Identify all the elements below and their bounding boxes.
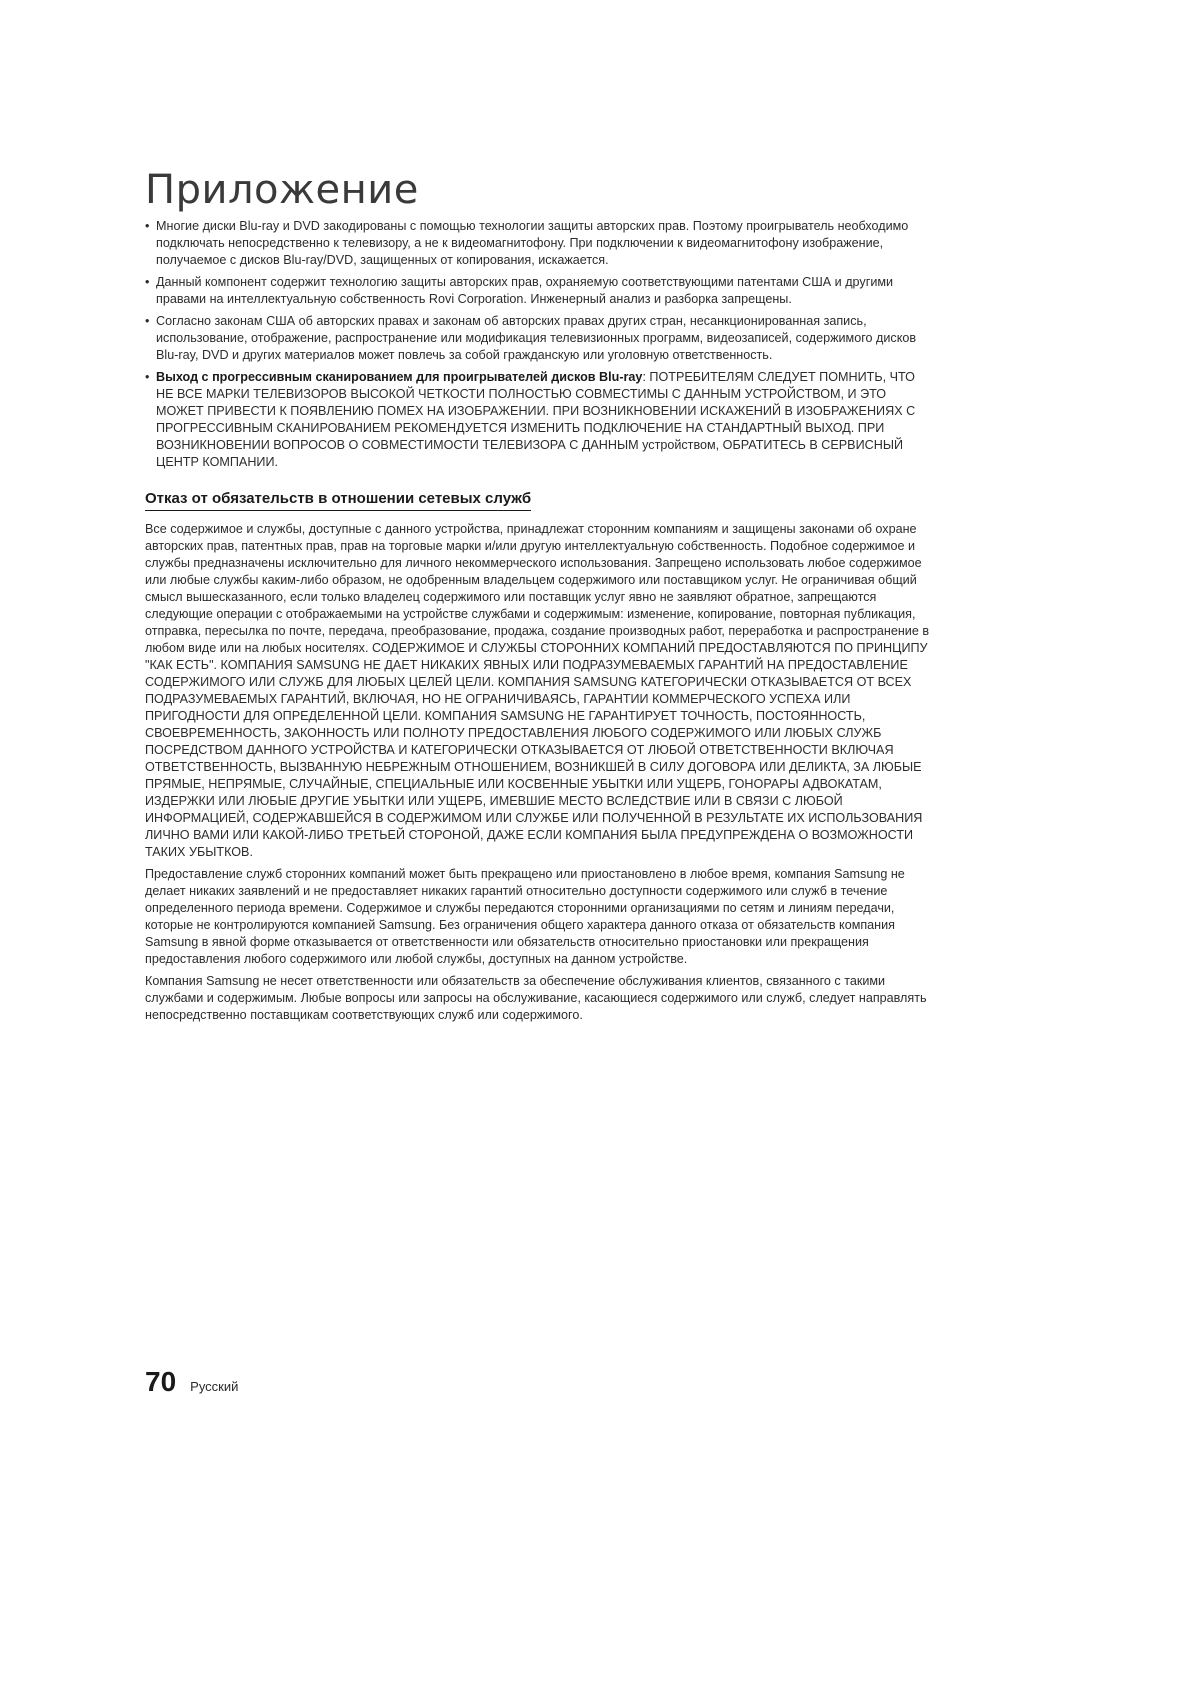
bullet-text: : ПОТРЕБИТЕЛЯМ СЛЕДУЕТ ПОМНИТЬ, ЧТО НЕ ВСЕ МАРКИ ТЕЛЕВИЗОРОВ ВЫСОКОЙ ЧЕТКОСТИ ПОЛНОСТЬЮ СОВМЕСТИМЫ С ДАННЫМ УСТРОЙСТВОМ, И ЭТО МОЖЕТ ПРИВЕСТИ К ПОЯВЛЕНИЮ ПОМЕХ НА ИЗОБРАЖЕНИИ. ПРИ ВОЗНИКНОВЕНИИ ИСКАЖЕНИЙ В ИЗОБРАЖЕНИЯХ С ПРОГРЕССИВНЫМ СКАНИРОВАНИЕМ РЕКОМЕНДУЕТСЯ ИЗМЕНИТЬ ПОДКЛЮЧЕНИЕ НА СТАНДАРТНЫЙ ВЫХОД. ПРИ ВОЗНИКНОВЕНИИ ВОПРОСОВ О СОВМЕСТИМОСТИ ТЕЛЕВИЗОРА С ДАННЫМ устройством, ОБРАТИТЕСЬ В СЕРВИСНЫЙ ЦЕНТР КОМПАНИИ. (156, 370, 916, 469)
page-content (145, 218, 935, 1029)
bullet-item (145, 274, 935, 308)
bullet-text: Многие диски Blu-ray и DVD закодированы с помощью технологии защиты авторских прав. Поэтому проигрыватель необходимо подключать непосредственно к телевизору, а не к видеомагнитофону. При подключении к видеомагнитофону изображение, получаемое с дисков Blu-ray/DVD, защищенных от копирования, искажается. (156, 219, 909, 267)
footer-language: Русский (190, 1379, 239, 1394)
bullet-bold-lead: Выход с прогрессивным сканированием для проигрывателей дисков Blu-ray (156, 370, 643, 384)
page-footer (145, 1366, 238, 1398)
section-paragraph: Компания Samsung не несет ответственности или обязательств за обеспечение обслуживания клиентов, связанного с такими службами и содержимым. Любые вопросы или запросы на обслуживание, касающиеся содержимого или служб, следует направлять непосредственно поставщикам соответствующих служб или содержимого. (145, 974, 927, 1022)
section-paragraph: Предоставление служб сторонних компаний может быть прекращено или приостановлено в любое время, компания Samsung не делает никаких заявлений и не предоставляет никаких гарантий относительно доступности содержимого или служб в течение определенного периода времени. Содержимое и службы передаются сторонними организациями по сетям и линиям передачи, которые не контролируются компанией Samsung. Без ограничения общего характера данного отказа от обязательств компания Samsung в явной форме отказывается от ответственности или обязательств относительно приостановки или прекращения предоставления любого содержимого или любой службы, доступных на данном устройстве. (145, 867, 905, 966)
bullet-list (145, 218, 935, 471)
bullet-dot-icon: • (145, 314, 150, 328)
bullet-text: Согласно законам США об авторских правах и законам об авторских правах других стран, несанкционированная запись, использование, отображение, распространение или модификация телевизионных программ, видеозаписей, содержимого дисков Blu-ray, DVD и других материалов может повлечь за собой гражданскую или уголовную ответственность. (156, 314, 917, 362)
bullet-item (145, 313, 935, 364)
bullet-text: Данный компонент содержит технологию защиты авторских прав, охраняемую соответствующими патентами США и другими правами на интеллектуальную собственность Rovi Corporation. Инженерный анализ и разборка запрещены. (156, 275, 894, 306)
bullet-dot-icon: • (145, 219, 150, 233)
bullet-dot-icon: • (145, 370, 150, 384)
bullet-dot-icon: • (145, 275, 150, 289)
page-number: 70 (145, 1366, 177, 1397)
page-title: Приложение (145, 166, 419, 213)
section-heading: Отказ от обязательств в отношении сетевых служб (145, 490, 531, 511)
section-paragraph: Все содержимое и службы, доступные с данного устройства, принадлежат сторонним компаниям и защищены законами об охране авторских прав, патентных прав, прав на торговые марки и/или другую интеллектуальную собственность. Подобное содержимое и службы предназначены исключительно для личного некоммерческого использования. Запрещено использовать любое содержимое или любые службы каким-либо образом, не одобренным владельцем содержимого или поставщиком услуг. Не ограничивая общий смысл вышесказанного, если только владелец содержимого или поставщик услуг явно не заявляют обратное, запрещаются следующие операции с отображаемыми на устройстве службами и содержимым: изменение, копирование, повторная публикация, отправка, пересылка по почте, передача, преобразование, продажа, создание производных работ, переработка и распространение в любом виде или на любых носителях. СОДЕРЖИМОЕ И СЛУЖБЫ СТОРОННИХ КОМПАНИЙ ПРЕДОСТАВЛЯЮТСЯ ПО ПРИНЦИПУ "КАК ЕСТЬ". КОМПАНИЯ SAMSUNG НЕ ДАЕТ НИКАКИХ ЯВНЫХ ИЛИ ПОДРАЗУМЕВАЕМЫХ ГАРАНТИЙ НА ПРЕДОСТАВЛЕНИЕ СОДЕРЖИМОГО ИЛИ СЛУЖБ ДЛЯ ЛЮБЫХ ЦЕЛЕЙ ЦЕЛИ. КОМПАНИЯ SAMSUNG КАТЕГОРИЧЕСКИ ОТКАЗЫВАЕТСЯ ОТ ВСЕХ ПОДРАЗУМЕВАЕМЫХ ГАРАНТИЙ, ВКЛЮЧАЯ, НО НЕ ОГРАНИЧИВАЯСЬ, ГАРАНТИИ КОММЕРЧЕСКОГО УСПЕХА ИЛИ ПРИГОДНОСТИ ДЛЯ ОПРЕДЕЛЕННОЙ ЦЕЛИ. КОМПАНИЯ SAMSUNG НЕ ГАРАНТИРУЕТ ТОЧНОСТЬ, ПОСТОЯННОСТЬ, СВОЕВРЕМЕННОСТЬ, ЗАКОННОСТЬ ИЛИ ПОЛНОТУ ПРЕДОСТАВЛЕНИЯ ЛЮБОГО СОДЕРЖИМОГО ИЛИ ЛЮБЫХ СЛУЖБ ПОСРЕДСТВОМ ДАННОГО УСТРОЙСТВА И КАТЕГОРИЧЕСКИ ОТКАЗЫВАЕТСЯ ОТ ЛЮБОЙ ОТВЕТСТВЕННОСТИ ВКЛЮЧАЯ ОТВЕТСТВЕННОСТЬ, ВЫЗВАННУЮ НЕБРЕЖНЫМ ОТНОШЕНИЕМ, ВОЗНИКШЕЙ В СИЛУ ДОГОВОРА ИЛИ ДЕЛИКТА, ЗА ЛЮБЫЕ ПРЯМЫЕ, НЕПРЯМЫЕ, СЛУЧАЙНЫЕ, СПЕЦИАЛЬНЫЕ ИЛИ КОСВЕННЫЕ УБЫТКИ ИЛИ УЩЕРБ, ГОНОРАРЫ АДВОКАТАМ, ИЗДЕРЖКИ ИЛИ ЛЮБЫЕ ДРУГИЕ УБЫТКИ ИЛИ УЩЕРБ, ИМЕВШИЕ МЕСТО ВСЛЕДСТВИЕ ИЛИ В СВЯЗИ С ЛЮБОЙ ИНФОРМАЦИЕЙ, СОДЕРЖАВШЕЙСЯ В СОДЕРЖИМОМ ИЛИ СЛУЖБЕ ИЛИ ПОЛУЧЕННОЙ В РЕЗУЛЬТАТЕ ИХ ИСПОЛЬЗОВАНИЯ ЛИЧНО ВАМИ ИЛИ КАКОЙ-ЛИБО ТРЕТЬЕЙ СТОРОНОЙ, ДАЖЕ ЕСЛИ КОМПАНИЯ БЫЛА ПРЕДУПРЕЖДЕНА О ВОЗМОЖНОСТИ ТАКИХ УБЫТКОВ. (145, 522, 930, 859)
bullet-item (145, 218, 935, 269)
bullet-item (145, 369, 935, 471)
